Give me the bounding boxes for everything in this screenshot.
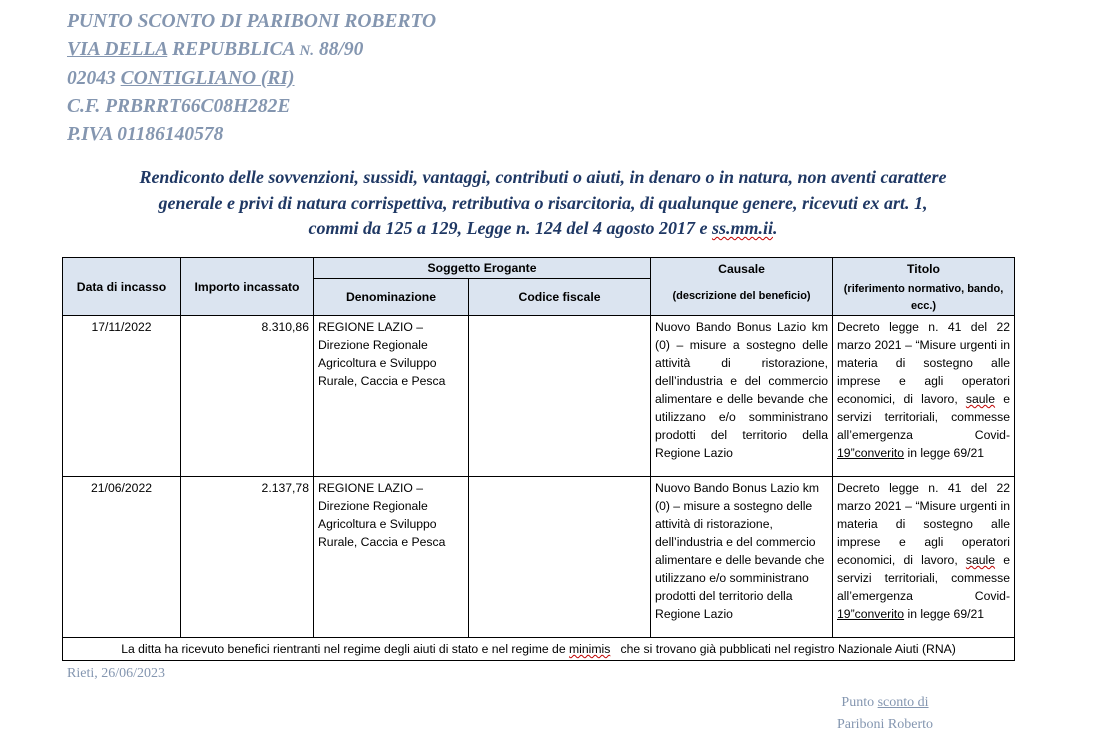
street-part1: VIA DELLA	[67, 39, 168, 60]
signature-word2: sconto di	[877, 695, 929, 710]
company-city-line	[67, 65, 436, 93]
footer-part-c: che si trovano già pubblicati nel registro Nazionale Aiuti (RNA)	[620, 642, 956, 656]
header-title-sub: (riferimento normativo, bando, ecc.)	[843, 283, 1004, 312]
table-row	[63, 316, 1015, 477]
row-date: 21/06/2022	[63, 477, 181, 638]
title-line-2: generale e privi di natura corrispettiva, retributiva o risarcitoria, di qualunque genere, ricevuti ex art. 1,	[158, 192, 928, 213]
row-denomination: REGIONE LAZIO – Direzione Regionale Agricoltura e Sviluppo Rurale, Caccia e Pesca	[314, 477, 469, 638]
street-part2: REPUBBLICA	[172, 39, 295, 60]
header-date: Data di incasso	[63, 258, 181, 316]
row-denomination: REGIONE LAZIO – Direzione Regionale Agricoltura e Sviluppo Rurale, Caccia e Pesca	[314, 316, 469, 477]
header-causal-label: Causale	[718, 262, 765, 276]
signature-word1: Punto	[841, 695, 875, 710]
company-piva: P.IVA 01186140578	[67, 124, 224, 145]
row-fiscal-code	[469, 477, 651, 638]
header-amount: Importo incassato	[181, 258, 314, 316]
row-title-e: in legge 69/21	[907, 446, 985, 460]
row-title-c: e servizi territoriali, commesse all’emergenza Covid-	[837, 553, 1011, 603]
title-line-1: Rendiconto delle sovvenzioni, sussidi, vantaggi, contributi o aiuti, in denaro o in natura, non aventi carattere	[139, 167, 947, 187]
row-causal: Nuovo Bando Bonus Lazio km (0) – misure a sostegno delle attività di ristorazione, dell’industria e del commercio alimentare e delle bevande che utilizzano e/o somministrano prodotti del territorio della Regione Lazio	[651, 477, 833, 638]
row-title-d: 19”converito	[837, 607, 905, 621]
table-row	[63, 477, 1015, 638]
title-line-3	[62, 216, 1024, 242]
row-title-b: saule	[965, 392, 996, 406]
company-cf: C.F. PRBRRT66C08H282E	[67, 96, 291, 117]
row-amount: 8.310,86	[181, 316, 314, 477]
street-number: 88/90	[318, 39, 364, 60]
title-line-3-text: commi da 125 a 129, Legge n. 124 del 4 agosto 2017 e	[308, 218, 708, 238]
row-causal: Nuovo Bando Bonus Lazio km (0) – misure a sostegno delle attività di ristorazione, dell’industria e del commercio alimentare e delle bevande che utilizzano e/o somministrano prodotti del territorio della Regione Lazio	[651, 316, 833, 477]
row-title-a: Decreto legge n. 41 del 22 marzo 2021 – “Misure urgenti in materia di sostegno alle imprese e agli operatori economici, di lavoro,	[837, 320, 1011, 406]
company-city: CONTIGLIANO (RI)	[120, 68, 295, 89]
table-footer-row	[63, 638, 1015, 661]
row-title-c: e servizi territoriali, commesse all’emergenza Covid-	[837, 392, 1011, 442]
row-fiscal-code	[469, 316, 651, 477]
row-date: 17/11/2022	[63, 316, 181, 477]
row-title	[833, 477, 1015, 638]
title-abbr: ss.mm.ii	[711, 218, 773, 238]
company-name: PUNTO SCONTO DI PARIBONI ROBERTO	[67, 11, 437, 32]
row-title-e: in legge 69/21	[907, 607, 985, 621]
row-title	[833, 316, 1015, 477]
title-line-3-end: .	[772, 218, 778, 238]
company-street	[67, 36, 436, 65]
footer-part-a: La ditta ha ricevuto benefici rientranti nel regime degli aiuti di stato e nel regime de	[121, 642, 566, 656]
table-header-row	[63, 258, 1015, 279]
row-title-b: saule	[965, 553, 996, 567]
company-header	[67, 8, 436, 149]
header-giver: Soggetto Erogante	[314, 258, 651, 279]
benefits-table	[62, 257, 1015, 661]
row-amount: 2.137,78	[181, 477, 314, 638]
document-title	[62, 165, 1024, 242]
header-fiscal-code: Codice fiscale	[469, 279, 651, 316]
company-cap: 02043	[67, 68, 116, 89]
table-footer-note	[63, 638, 1015, 661]
header-causal	[651, 258, 833, 316]
footer-part-b: minimis	[569, 642, 611, 656]
signature-line-1	[825, 692, 945, 714]
header-causal-sub: (descrizione del beneficio)	[672, 290, 811, 302]
signature	[825, 692, 945, 736]
header-title-label: Titolo	[907, 262, 940, 276]
row-title-a: Decreto legge n. 41 del 22 marzo 2021 – “Misure urgenti in materia di sostegno alle imprese e agli operatori economici, di lavoro,	[837, 481, 1011, 567]
row-title-d: 19”converito	[837, 446, 905, 460]
header-title	[833, 258, 1015, 316]
place-date: Rieti, 26/06/2023	[67, 666, 165, 681]
header-denomination: Denominazione	[314, 279, 469, 316]
street-n: N.	[299, 43, 315, 59]
signature-line-2: Pariboni Roberto	[836, 717, 934, 732]
